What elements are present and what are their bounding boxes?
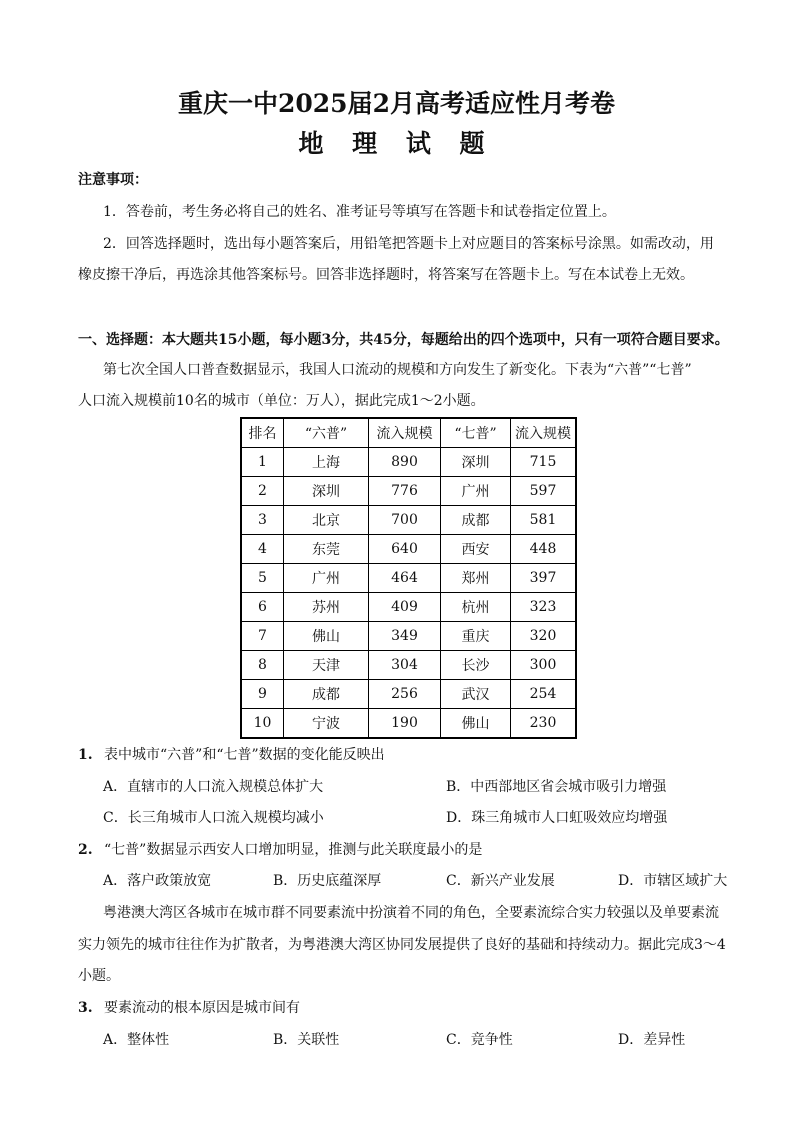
q2-option-c: C．新兴产业发展 xyxy=(446,873,555,889)
table-cell: 323 xyxy=(511,593,577,622)
q1-option-c: C．长三角城市人口流入规模均减小 xyxy=(103,810,324,826)
question-number: 3. xyxy=(78,1000,93,1016)
table-cell: 宁波 xyxy=(284,709,369,739)
passage-line-2: 实力领先的城市往往作为扩散者，为粤港澳大湾区协同发展提供了良好的基础和持续动力。据此完成3～4 xyxy=(78,937,726,953)
table-header: 流入规模 xyxy=(511,418,577,448)
table-cell: 581 xyxy=(511,506,577,535)
table-cell: 5 xyxy=(241,564,284,593)
table-cell: 700 xyxy=(369,506,441,535)
table-cell: 上海 xyxy=(284,448,369,477)
table-header: 流入规模 xyxy=(369,418,441,448)
table-cell: 715 xyxy=(511,448,577,477)
table-cell: 成都 xyxy=(441,506,511,535)
question-text: “七普”数据显示西安人口增加明显，推测与此关联度最小的是 xyxy=(104,842,483,858)
table-cell: 776 xyxy=(369,477,441,506)
q3-option-c: C．竞争性 xyxy=(446,1032,513,1048)
table-header: “七普” xyxy=(441,418,511,448)
table-row xyxy=(241,564,576,593)
table-cell: 190 xyxy=(369,709,441,739)
table-cell: 深圳 xyxy=(284,477,369,506)
q3-option-b: B．关联性 xyxy=(273,1032,340,1048)
question-3 xyxy=(78,998,300,1018)
table-cell: 8 xyxy=(241,651,284,680)
q2-option-b: B．历史底蕴深厚 xyxy=(273,873,382,889)
table-cell: 西安 xyxy=(441,535,511,564)
table-cell: 230 xyxy=(511,709,577,739)
table-cell: 349 xyxy=(369,622,441,651)
notice-item-2-line-1: 2．回答选择题时，选出每小题答案后，用铅笔把答题卡上对应题目的答案标号涂黑。如需改动，用 xyxy=(103,236,714,252)
table-header: “六普” xyxy=(284,418,369,448)
table-cell: 2 xyxy=(241,477,284,506)
table-cell: 深圳 xyxy=(441,448,511,477)
table-cell: 佛山 xyxy=(441,709,511,739)
table-cell: 武汉 xyxy=(441,680,511,709)
table-cell: 3 xyxy=(241,506,284,535)
question-1 xyxy=(78,745,385,765)
question-text: 要素流动的根本原因是城市间有 xyxy=(104,1000,300,1016)
passage-line-1: 粤港澳大湾区各城市在城市群不同要素流中扮演着不同的角色，全要素流综合实力较强以及单要素流 xyxy=(103,905,719,921)
table-cell: 464 xyxy=(369,564,441,593)
table-cell: 397 xyxy=(511,564,577,593)
table-cell: 304 xyxy=(369,651,441,680)
section-heading: 一、选择题：本大题共15小题，每小题3分，共45分，每题给出的四个选项中，只有一项符合题目要求。 xyxy=(78,332,729,348)
table-cell: 北京 xyxy=(284,506,369,535)
table-row xyxy=(241,535,576,564)
table-cell: 10 xyxy=(241,709,284,739)
table-cell: 重庆 xyxy=(441,622,511,651)
q2-option-a: A．落户政策放宽 xyxy=(103,873,212,889)
table-row xyxy=(241,622,576,651)
table-row xyxy=(241,593,576,622)
table-cell: 广州 xyxy=(284,564,369,593)
table-cell: 890 xyxy=(369,448,441,477)
table-row xyxy=(241,477,576,506)
intro-line-2: 人口流入规模前10名的城市（单位：万人），据此完成1～2小题。 xyxy=(78,393,485,409)
question-2 xyxy=(78,840,482,860)
q1-option-a: A．直辖市的人口流入规模总体扩大 xyxy=(103,779,324,795)
table-row xyxy=(241,448,576,477)
table-cell: 320 xyxy=(511,622,577,651)
table-cell: 苏州 xyxy=(284,593,369,622)
question-number: 2. xyxy=(78,842,93,858)
passage-line-3: 小题。 xyxy=(78,968,120,984)
table-cell: 448 xyxy=(511,535,577,564)
subject-title: 地 理 试 题 xyxy=(298,129,495,158)
table-cell: 7 xyxy=(241,622,284,651)
exam-title: 重庆一中2025届2月高考适应性月考卷 xyxy=(178,89,615,118)
table-header: 排名 xyxy=(241,418,284,448)
table-cell: 640 xyxy=(369,535,441,564)
notice-item-2-line-2: 橡皮擦干净后，再选涂其他答案标号。回答非选择题时，将答案写在答题卡上。写在本试卷上无效。 xyxy=(78,267,694,283)
table-cell: 成都 xyxy=(284,680,369,709)
q1-option-b: B．中西部地区省会城市吸引力增强 xyxy=(446,779,667,795)
population-table xyxy=(240,417,577,739)
table-cell: 6 xyxy=(241,593,284,622)
table-cell: 广州 xyxy=(441,477,511,506)
intro-line-1: 第七次全国人口普查数据显示，我国人口流动的规模和方向发生了新变化。下表为“六普”“七普” xyxy=(103,362,692,378)
table-cell: 东莞 xyxy=(284,535,369,564)
table-cell: 597 xyxy=(511,477,577,506)
table-cell: 1 xyxy=(241,448,284,477)
table-row xyxy=(241,506,576,535)
q2-option-d: D．市辖区域扩大 xyxy=(618,873,728,889)
table-cell: 长沙 xyxy=(441,651,511,680)
table-cell: 杭州 xyxy=(441,593,511,622)
table-row xyxy=(241,709,576,739)
table-row xyxy=(241,680,576,709)
notice-item-1: 1．答卷前，考生务必将自己的姓名、准考证号等填写在答题卡和试卷指定位置上。 xyxy=(103,204,616,220)
question-text: 表中城市“六普”和“七普”数据的变化能反映出 xyxy=(104,747,385,763)
table-cell: 300 xyxy=(511,651,577,680)
table-cell: 郑州 xyxy=(441,564,511,593)
notice-heading: 注意事项： xyxy=(78,172,148,188)
table-row xyxy=(241,651,576,680)
table-cell: 天津 xyxy=(284,651,369,680)
table-header-row xyxy=(241,418,576,448)
table-cell: 409 xyxy=(369,593,441,622)
q3-option-a: A．整体性 xyxy=(103,1032,170,1048)
table-cell: 佛山 xyxy=(284,622,369,651)
table-cell: 254 xyxy=(511,680,577,709)
q3-option-d: D．差异性 xyxy=(618,1032,686,1048)
question-number: 1. xyxy=(78,747,93,763)
q1-option-d: D．珠三角城市人口虹吸效应均增强 xyxy=(446,810,668,826)
table-cell: 4 xyxy=(241,535,284,564)
table-cell: 9 xyxy=(241,680,284,709)
table-cell: 256 xyxy=(369,680,441,709)
